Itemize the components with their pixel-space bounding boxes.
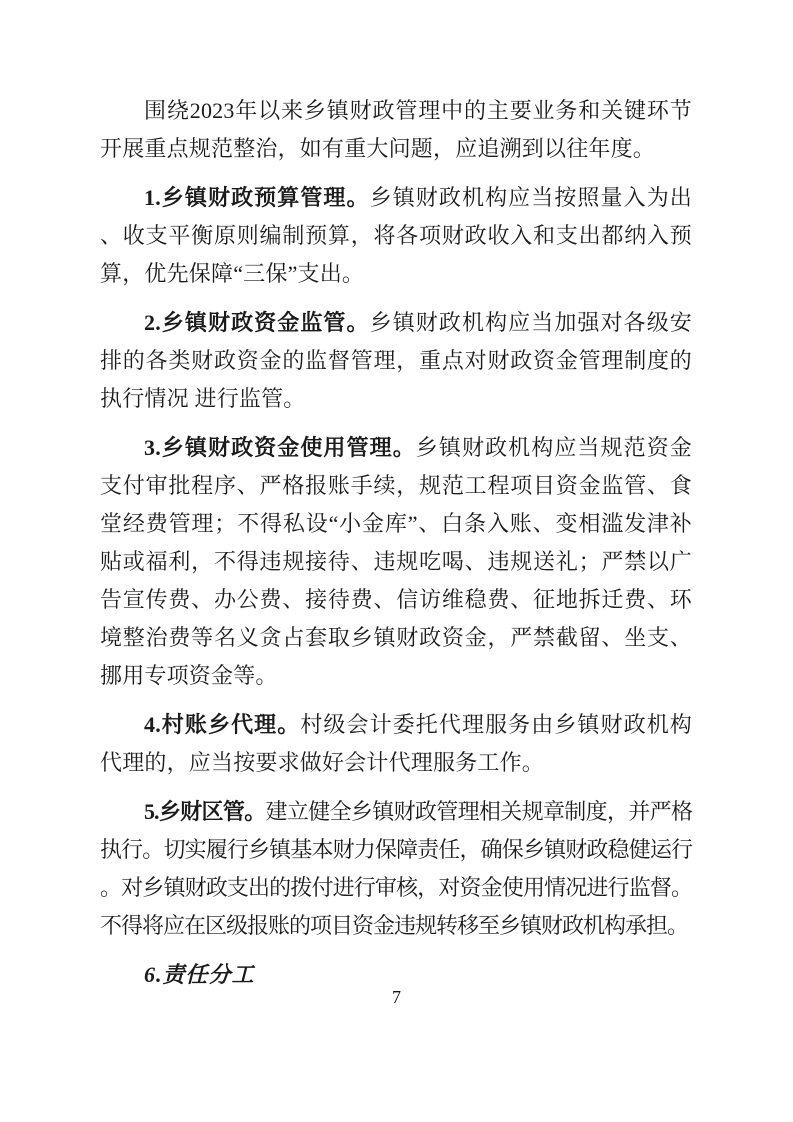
section-6-heading: 6.责任分工 bbox=[144, 962, 255, 987]
section-1-budget-management bbox=[100, 179, 692, 293]
section-2-text: 乡镇财政机构应当加强对各级安排的各类财政资金的监督管理，重点对财政资金管理制度的执行情况 进行监管。 bbox=[100, 310, 692, 411]
page-number: 7 bbox=[392, 987, 401, 1007]
section-3-heading: 3.乡镇财政资金使用管理。 bbox=[144, 435, 416, 460]
section-2-funds-supervision bbox=[100, 304, 692, 418]
section-5-heading: 5.乡财区管。 bbox=[144, 799, 266, 824]
section-2-heading: 2.乡镇财政资金监管。 bbox=[144, 310, 370, 335]
section-3-text: 乡镇财政机构应当规范资金支付审批程序、严格报账手续，规范工程项目资金监管、食堂经费管理；不得私设“小金库”、白条入账、变相滥发津补贴或福利，不得违规接待、违规吃喝、违规送礼；严禁以广告宣传费、办公费、接待费、信访维稳费、征地拆迁费、环境整治费等名义贪占套取乡镇财政资金，严禁截留、坐支、挪用专项资金等。 bbox=[100, 435, 692, 688]
section-4-village-accounts-agency bbox=[100, 706, 692, 782]
section-5-township-finance-district-management bbox=[100, 793, 692, 945]
paragraph-intro bbox=[100, 92, 692, 168]
section-3-funds-usage-management bbox=[100, 429, 692, 695]
paragraph-intro-text: 围绕2023年以来乡镇财政管理中的主要业务和关键环节开展重点规范整治，如有重大问题，应追溯到以往年度。 bbox=[100, 98, 692, 161]
section-1-heading: 1.乡镇财政预算管理。 bbox=[144, 185, 370, 210]
section-1-text: 乡镇财政机构应当按照量入为出、收支平衡原则编制预算，将各项财政收入和支出都纳入预算，优先保障“三保”支出。 bbox=[100, 185, 692, 286]
document-body bbox=[100, 92, 692, 1005]
section-4-heading: 4.村账乡代理。 bbox=[144, 712, 301, 737]
section-4-text: 村级会计委托代理服务由乡镇财政机构代理的，应当按要求做好会计代理服务工作。 bbox=[100, 712, 692, 775]
section-5-text: 建立健全乡镇财政管理相关规章制度，并严格执行。切实履行乡镇基本财力保障责任，确保乡镇财政稳健运行。对乡镇财政支出的拨付进行审核，对资金使用情况进行监督。不得将应在区级报账的项目资金违规转移至乡镇财政机构承担。 bbox=[100, 799, 692, 938]
